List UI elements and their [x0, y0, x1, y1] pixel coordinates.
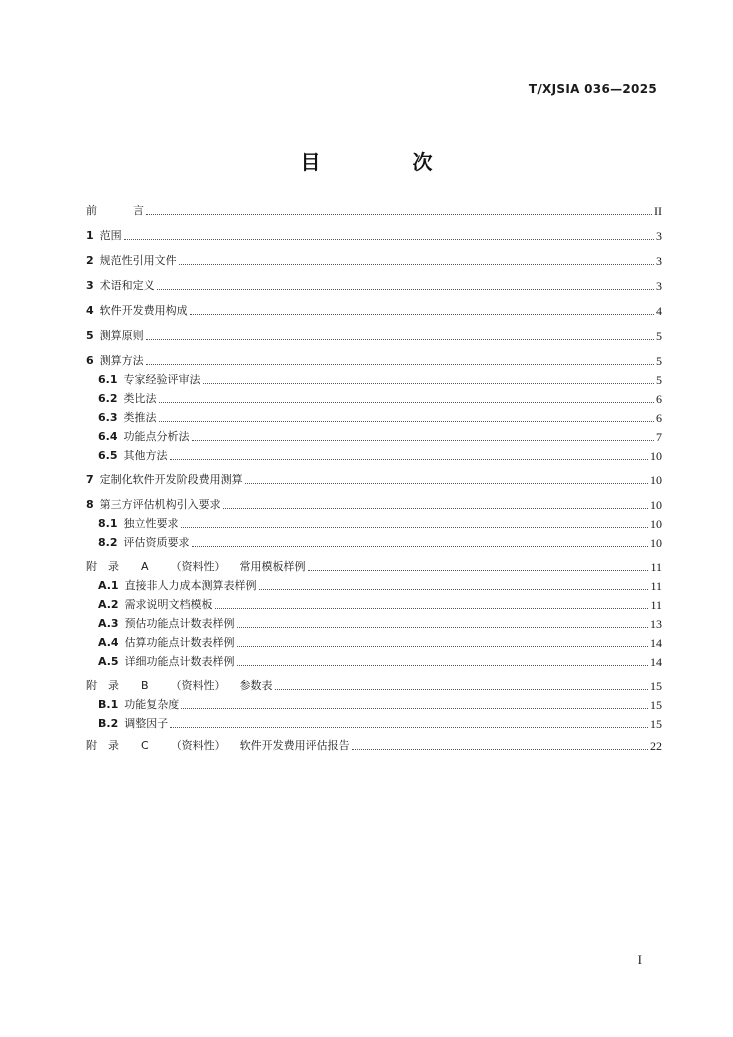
toc-entry-page: 15: [650, 679, 662, 693]
toc-title: 目 次: [300, 150, 469, 174]
toc-entry-6-3[interactable]: [98, 409, 662, 427]
toc-entry-3[interactable]: [86, 277, 662, 295]
toc-entry-page: 6: [656, 411, 662, 425]
toc-entry-label: 专家经验评审法: [123, 373, 201, 386]
toc-entry-page: 13: [650, 617, 662, 631]
toc-entry-label: 前 言: [86, 204, 144, 217]
dot-leader: [237, 664, 648, 666]
dot-leader: [146, 338, 654, 340]
dot-leader: [179, 263, 654, 265]
toc-entry-page: 14: [650, 636, 662, 650]
dot-leader: [237, 626, 648, 628]
dot-leader: [237, 645, 648, 647]
toc-entry-label: 类比法: [123, 392, 157, 405]
toc-entry-number: A.1: [98, 579, 119, 592]
toc-entry-number: 6.5: [98, 449, 118, 462]
toc-entry-page: 3: [656, 279, 662, 293]
toc-entry-page: II: [654, 204, 662, 218]
toc-entry-page: 10: [650, 498, 662, 512]
toc-entry-b-2[interactable]: [98, 715, 662, 733]
dot-leader: [259, 588, 649, 590]
toc-entry-page: 10: [650, 517, 662, 531]
toc-entry-page: 5: [656, 354, 662, 368]
toc-entry-page: 3: [656, 229, 662, 243]
toc-entry-page: 3: [656, 254, 662, 268]
toc-entry-page: 11: [650, 579, 662, 593]
toc-entry-6[interactable]: [86, 352, 662, 370]
toc-entry-5[interactable]: [86, 327, 662, 345]
toc-entry-number: 6.2: [98, 392, 118, 405]
toc-entry-preface[interactable]: [86, 202, 662, 220]
toc-entry-label: 规范性引用文件: [99, 254, 177, 267]
toc-entry-number: 5: [86, 329, 94, 342]
toc-entry-page: 14: [650, 655, 662, 669]
toc-entry-page: 11: [650, 560, 662, 574]
toc-entry-7[interactable]: [86, 471, 662, 489]
page-number: I: [637, 952, 642, 967]
toc-entry-1[interactable]: [86, 227, 662, 245]
toc-entry-label: 估算功能点计数表样例: [124, 636, 235, 649]
toc-entry-label: 独立性要求: [123, 517, 179, 530]
dot-leader: [308, 569, 649, 571]
toc-entry-a-2[interactable]: [98, 596, 662, 614]
toc-entry-label: 附 录 C （资料性） 软件开发费用评估报告: [86, 739, 350, 752]
toc-entry-a-1[interactable]: [98, 577, 662, 595]
toc-entry-number: 4: [86, 304, 94, 317]
toc-entry-label: 测算方法: [99, 354, 144, 367]
toc-entry-label: 测算原则: [99, 329, 144, 342]
toc-entry-page: 5: [656, 373, 662, 387]
toc-entry-page: 10: [650, 449, 662, 463]
toc-entry-label: 软件开发费用构成: [99, 304, 188, 317]
toc-entry-4[interactable]: [86, 302, 662, 320]
toc-entry-appendix-c[interactable]: [86, 737, 662, 755]
dot-leader: [223, 507, 648, 509]
dot-leader: [203, 382, 655, 384]
toc-entry-label: 类推法: [123, 411, 157, 424]
toc-entry-label: 定制化软件开发阶段费用测算: [99, 473, 243, 486]
dot-leader: [245, 482, 648, 484]
dot-leader: [181, 707, 648, 709]
toc-entry-page: 15: [650, 717, 662, 731]
toc-entry-number: 8: [86, 498, 94, 511]
toc-entry-page: 10: [650, 536, 662, 550]
toc-entry-number: 6.3: [98, 411, 118, 424]
toc-entry-6-5[interactable]: [98, 447, 662, 465]
toc-entry-b-1[interactable]: [98, 696, 662, 714]
toc-entry-number: A.5: [98, 655, 119, 668]
toc-entry-label: 详细功能点计数表样例: [124, 655, 235, 668]
toc-entry-label: 范围: [99, 229, 122, 242]
toc-entry-label: 其他方法: [123, 449, 168, 462]
toc-entry-number: 2: [86, 254, 94, 267]
toc-entry-8-2[interactable]: [98, 534, 662, 552]
toc-entry-number: A.4: [98, 636, 119, 649]
toc-entry-number: 1: [86, 229, 94, 242]
dot-leader: [275, 688, 648, 690]
toc-entry-label: 附 录 B （资料性） 参数表: [86, 679, 273, 692]
toc-entry-page: 10: [650, 473, 662, 487]
toc-entry-number: 8.2: [98, 536, 118, 549]
toc-entry-appendix-b[interactable]: [86, 677, 662, 695]
dot-leader: [181, 526, 649, 528]
toc-entry-number: B.2: [98, 717, 119, 730]
toc-entry-label: 需求说明文档模板: [124, 598, 213, 611]
toc-entry-number: B.1: [98, 698, 119, 711]
toc-entry-page: 7: [656, 430, 662, 444]
toc-entry-number: 6.1: [98, 373, 118, 386]
dot-leader: [170, 726, 648, 728]
toc-entry-label: 功能复杂度: [124, 698, 180, 711]
toc-entry-2[interactable]: [86, 252, 662, 270]
dot-leader: [192, 545, 649, 547]
toc-entry-8-1[interactable]: [98, 515, 662, 533]
toc-entry-label: 预估功能点计数表样例: [124, 617, 235, 630]
dot-leader: [157, 288, 654, 290]
dot-leader: [215, 607, 649, 609]
toc-entry-number: 7: [86, 473, 94, 486]
toc-entry-number: 6: [86, 354, 94, 367]
dot-leader: [192, 439, 655, 441]
toc-entry-page: 6: [656, 392, 662, 406]
toc-entry-a-5[interactable]: [98, 653, 662, 671]
dot-leader: [146, 363, 654, 365]
dot-leader: [159, 401, 655, 403]
dot-leader: [159, 420, 655, 422]
toc-entry-6-2[interactable]: [98, 390, 662, 408]
toc-entry-number: A.3: [98, 617, 119, 630]
dot-leader: [352, 748, 648, 750]
toc-entry-6-1[interactable]: [98, 371, 662, 389]
toc-entry-number: 8.1: [98, 517, 118, 530]
toc-entry-appendix-a[interactable]: [86, 558, 662, 576]
dot-leader: [124, 238, 654, 240]
toc-entry-page: 22: [650, 739, 662, 753]
toc-entry-a-3[interactable]: [98, 615, 662, 633]
dot-leader: [146, 213, 652, 215]
toc-entry-label: 功能点分析法: [123, 430, 190, 443]
toc-entry-page: 5: [656, 329, 662, 343]
dot-leader: [170, 458, 649, 460]
toc-entry-label: 术语和定义: [99, 279, 155, 292]
toc-entry-page: 11: [650, 598, 662, 612]
toc-entry-page: 4: [656, 304, 662, 318]
dot-leader: [190, 313, 654, 315]
toc-entry-a-4[interactable]: [98, 634, 662, 652]
toc-entry-6-4[interactable]: [98, 428, 662, 446]
toc-entry-label: 评估资质要求: [123, 536, 190, 549]
toc-entry-page: 15: [650, 698, 662, 712]
toc-entry-number: 3: [86, 279, 94, 292]
toc-entry-number: 6.4: [98, 430, 118, 443]
toc-entry-number: A.2: [98, 598, 119, 611]
toc-entry-8[interactable]: [86, 496, 662, 514]
document-code: T/XJSIA 036—2025: [528, 82, 657, 96]
toc-entry-label: 附 录 A （资料性） 常用模板样例: [86, 560, 306, 573]
toc-entry-label: 调整因子: [124, 717, 169, 730]
toc-entry-label: 直接非人力成本测算表样例: [124, 579, 257, 592]
toc-entry-label: 第三方评估机构引入要求: [99, 498, 221, 511]
